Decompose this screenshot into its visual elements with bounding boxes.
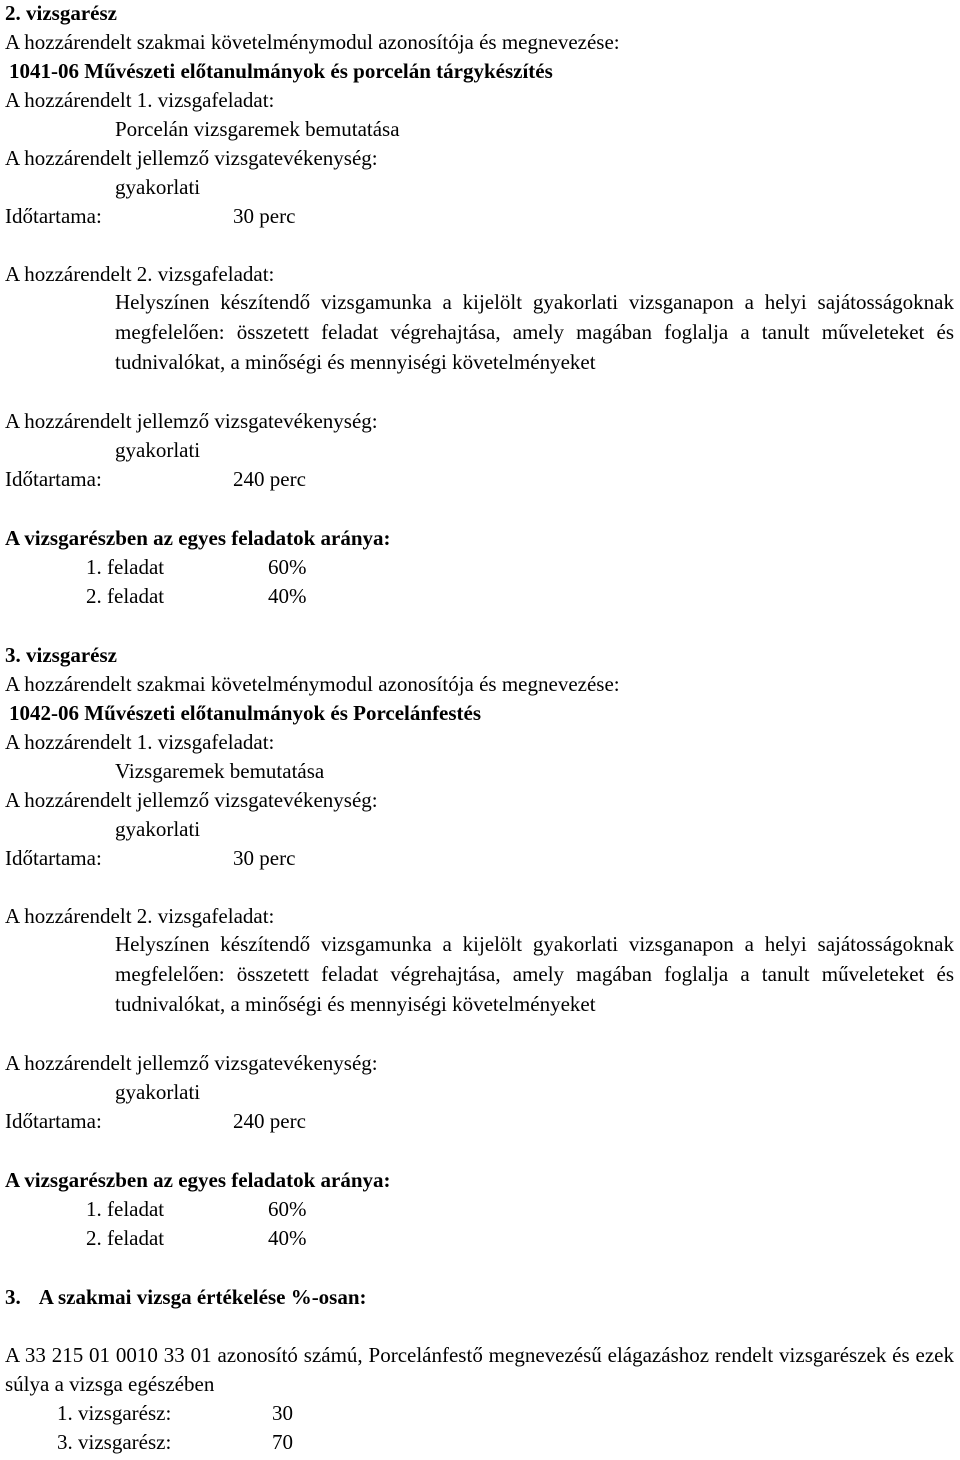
- task-label: A hozzárendelt 1. vizsgafeladat:: [5, 730, 275, 754]
- task-text: Vizsgaremek bemutatása: [115, 759, 325, 783]
- weight-value: 30: [272, 1401, 293, 1425]
- evaluation-heading: [5, 1285, 367, 1309]
- ratio-heading: A vizsgarészben az egyes feladatok aránya:: [5, 526, 391, 550]
- activity-label: A hozzárendelt jellemző vizsgatevékenység:: [5, 146, 378, 170]
- evaluation-heading-text: A szakmai vizsga értékelése %-osan:: [38, 1285, 367, 1309]
- duration-value: 240 perc: [233, 467, 306, 491]
- section-heading: 3. vizsgarész: [5, 643, 117, 667]
- duration-row: [5, 846, 295, 870]
- ratio-row: [86, 555, 307, 579]
- task-label: A hozzárendelt 2. vizsgafeladat:: [5, 904, 275, 928]
- task-description: Helyszínen készítendő vizsgamunka a kijelölt gyakorlati vizsganapon a helyi sajátosságoknak megfelelően: összetett feladat végrehajtása, amely magában foglalja a tanult műveleteket és tudnivalókat, a minőségi és mennyiségi követelményeket: [115, 932, 954, 1016]
- ratio-value: 60%: [268, 555, 307, 579]
- duration-row: [5, 1109, 306, 1133]
- duration-value: 240 perc: [233, 1109, 306, 1133]
- ratio-task: 2. feladat: [86, 1226, 165, 1250]
- duration-label: Időtartama:: [5, 467, 102, 491]
- evaluation-heading-number: 3.: [5, 1285, 21, 1309]
- duration-value: 30 perc: [233, 204, 296, 228]
- duration-label: Időtartama:: [5, 1109, 102, 1133]
- activity-value: gyakorlati: [115, 1080, 201, 1104]
- task-text: Porcelán vizsgaremek bemutatása: [115, 117, 400, 141]
- activity-value: gyakorlati: [115, 438, 201, 462]
- weight-part: 1. vizsgarész:: [57, 1401, 172, 1425]
- activity-label: A hozzárendelt jellemző vizsgatevékenység:: [5, 1051, 378, 1075]
- duration-value: 30 perc: [233, 846, 296, 870]
- weight-row: [57, 1401, 293, 1425]
- ratio-row: [86, 1197, 307, 1221]
- activity-label: A hozzárendelt jellemző vizsgatevékenység:: [5, 409, 378, 433]
- activity-label: A hozzárendelt jellemző vizsgatevékenység:: [5, 788, 378, 812]
- weight-value: 70: [272, 1430, 293, 1454]
- ratio-value: 60%: [268, 1197, 307, 1221]
- duration-label: Időtartama:: [5, 846, 102, 870]
- task-label: A hozzárendelt 1. vizsgafeladat:: [5, 88, 275, 112]
- duration-label: Időtartama:: [5, 204, 102, 228]
- weight-part: 3. vizsgarész:: [57, 1430, 172, 1454]
- duration-row: [5, 204, 295, 228]
- ratio-value: 40%: [268, 1226, 307, 1250]
- evaluation-intro: A 33 215 01 0010 33 01 azonosító számú, Porcelánfestő megnevezésű elágazáshoz rendelt vizsgarészek és ezek súlya a vizsga egészében: [5, 1343, 954, 1396]
- task-description: Helyszínen készítendő vizsgamunka a kijelölt gyakorlati vizsganapon a helyi sajátosságoknak megfelelően: összetett feladat végrehajtása, amely magában foglalja a tanult műveleteket és tudnivalókat, a minőségi és mennyiségi követelményeket: [115, 290, 954, 374]
- ratio-row: [86, 1226, 307, 1250]
- duration-row: [5, 467, 306, 491]
- module-label: A hozzárendelt szakmai követelménymodul azonosítója és megnevezése:: [5, 30, 620, 54]
- ratio-row: [86, 584, 307, 608]
- task-label: A hozzárendelt 2. vizsgafeladat:: [5, 262, 275, 286]
- ratio-task: 2. feladat: [86, 584, 165, 608]
- activity-value: gyakorlati: [115, 175, 201, 199]
- ratio-heading: A vizsgarészben az egyes feladatok aránya:: [5, 1168, 391, 1192]
- ratio-task: 1. feladat: [86, 555, 165, 579]
- weight-row: [57, 1430, 293, 1454]
- module-title: 1041-06 Művészeti előtanulmányok és porcelán tárgykészítés: [9, 59, 553, 83]
- ratio-value: 40%: [268, 584, 307, 608]
- module-title: 1042-06 Művészeti előtanulmányok és Porcelánfestés: [9, 701, 482, 725]
- activity-value: gyakorlati: [115, 817, 201, 841]
- module-label: A hozzárendelt szakmai követelménymodul azonosítója és megnevezése:: [5, 672, 620, 696]
- section-heading: 2. vizsgarész: [5, 1, 117, 25]
- ratio-task: 1. feladat: [86, 1197, 165, 1221]
